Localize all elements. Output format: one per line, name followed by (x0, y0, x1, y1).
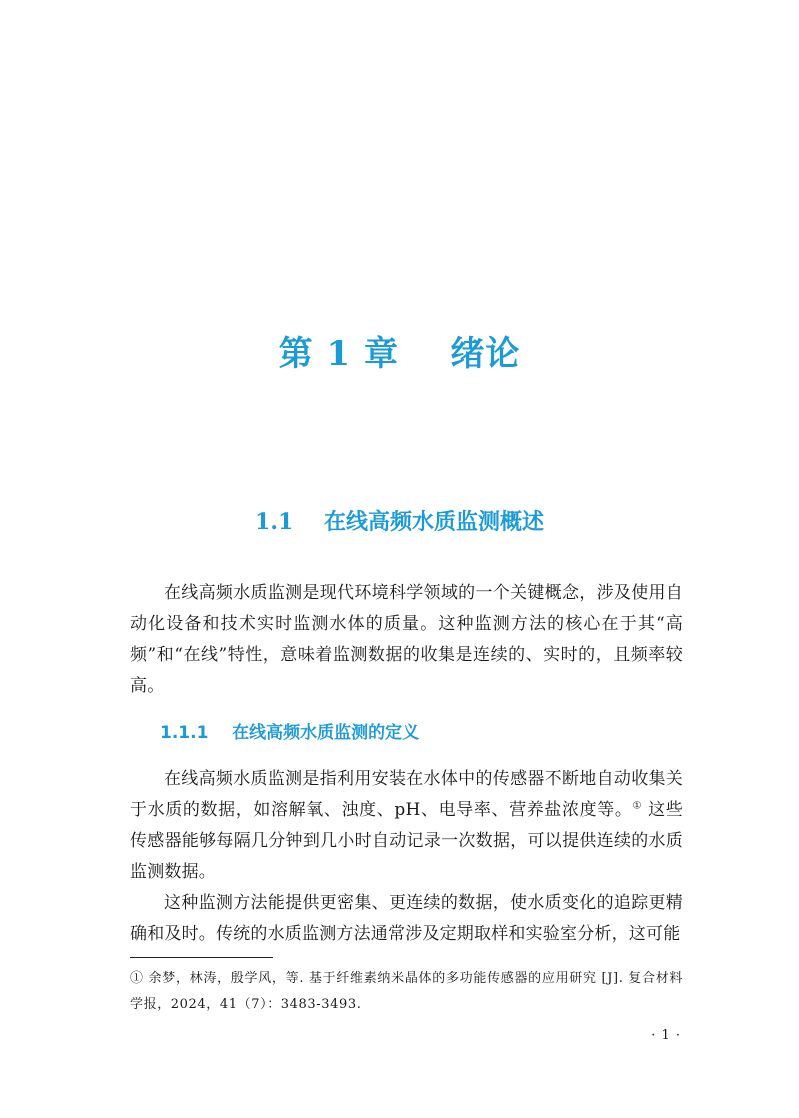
chapter-title: 第 1 章 绪论 (278, 334, 521, 374)
subsection-title: 1.1.1 在线高频水质监测的定义 (160, 723, 420, 743)
body-paragraph-1: 在线高频水质监测是现代环境科学领域的一个关键概念，涉及使用自动化设备和技术实时监测水体的质量。这种监测方法的核心在于其“高频”和“在线”特性，意味着监测数据的收集是连续的、实时的，且频率较高。 (130, 583, 683, 696)
paragraph-2-text-start: 在线高频水质监测是指利用安装在水体中的传感器不断地自动收集关于水质的数据，如溶解氧、浊度、pH、电导率、营养盐浓度等。 (130, 769, 683, 820)
footnote: ① 余梦，林涛，殷学风，等. 基于纤维素纳米晶体的多功能传感器的应用研究 [J]. 复合材料学报，2024，41（7）：3483-3493. (130, 971, 683, 1012)
footnote-divider (130, 957, 273, 958)
page-number: · 1 · (651, 1028, 681, 1043)
footnote-reference-mark[interactable]: ① (632, 800, 643, 812)
section-title: 1.1 在线高频水质监测概述 (255, 509, 544, 535)
body-paragraph-3: 这种监测方法能提供更密集、更连续的数据，使水质变化的追踪更精确和及时。传统的水质监测方法通常涉及定期取样和实验室分析，这可能 (130, 893, 683, 944)
paragraph-2-text-end: 这些传感器能够每隔几分钟到几小时自动记录一次数据，可以提供连续的水质监测数据。 (130, 800, 684, 882)
body-paragraph-2 (130, 764, 683, 888)
